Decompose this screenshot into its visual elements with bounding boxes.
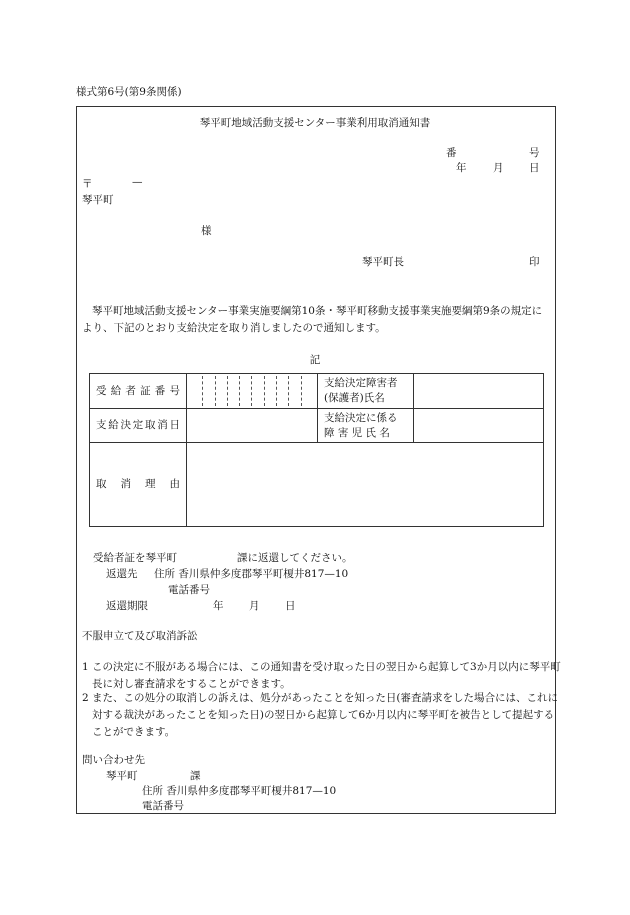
date-year: 年: [456, 162, 467, 174]
date-month: 月: [493, 162, 504, 174]
return-deadline-label: 返還期限: [106, 600, 148, 612]
number-suffix: 号: [529, 147, 540, 159]
appeal-heading: 不服申立て及び取消訴訟: [82, 630, 198, 642]
cancellation-reason-label: 取 消 理 由: [90, 443, 187, 527]
ki-label: 記: [309, 354, 321, 366]
postal-dash: —: [132, 176, 143, 188]
return-address-label: 返還先: [106, 568, 138, 580]
return-deadline-year: 年: [213, 600, 224, 612]
certificate-number-cells[interactable]: [187, 374, 318, 409]
seal-mark: 印: [529, 256, 540, 268]
date-day: 日: [529, 162, 540, 174]
cancellation-table: [89, 373, 544, 527]
contact-heading: 問い合わせ先: [82, 754, 145, 766]
body-text: 琴平町地域活動支援センター事業実施要綱第10条・琴平町移動支援事業実施要綱第9条の規定により、下記のとおり支給決定を取り消しましたので通知します。: [82, 305, 543, 334]
certificate-number-label: 受 給 者 証 番 号: [90, 374, 187, 409]
return-notice-line1-b: 課に返還してください。: [237, 552, 353, 564]
cancellation-reason-field[interactable]: [187, 443, 544, 527]
contact-town: 琴平町: [106, 770, 138, 782]
address-town: 琴平町: [82, 194, 114, 206]
return-deadline-month: 月: [249, 600, 260, 612]
return-address-value: 住所 香川県仲多度郡琴平町榎井817—10: [154, 568, 349, 580]
child-name-field[interactable]: [414, 409, 544, 443]
form-reference: 様式第6号(第9条関係): [76, 86, 182, 98]
beneficiary-name-label: 支給決定障害者 (保護者)氏名: [318, 374, 414, 409]
issuer-title: 琴平町長: [362, 256, 404, 268]
beneficiary-name-field[interactable]: [414, 374, 544, 409]
appeal-item-2: 2 また、この処分の取消しの訴えは、処分があったことを知った日(審査請求をした場合には、これに対する裁決があったことを知った日)の翌日から起算して6か月以内に琴平町を被告として提起することができます。: [82, 692, 559, 738]
contact-address: 住所 香川県仲多度郡琴平町榎井817—10: [142, 785, 337, 797]
recipient-honorific: 様: [201, 225, 212, 237]
return-deadline-day: 日: [285, 600, 296, 612]
contact-phone: 電話番号: [142, 800, 184, 812]
cancellation-date-field[interactable]: [187, 409, 318, 443]
postal-mark: 〒: [82, 178, 93, 190]
document-title: 琴平町地域活動支援センター事業利用取消通知書: [199, 117, 431, 129]
contact-department: 課: [190, 770, 201, 782]
cancellation-date-label: 支給決定取消日: [90, 409, 187, 443]
child-name-label: 支給決定に係る 障 害 児 氏 名: [318, 409, 414, 443]
return-notice-line1-a: 受給者証を琴平町: [93, 552, 177, 564]
return-phone-label: 電話番号: [168, 584, 210, 596]
number-label: 番: [446, 147, 457, 159]
appeal-item-1: 1 この決定に不服がある場合には、この通知書を受け取った日の翌日から起算して3か月以内に琴平町長に対し審査請求をすることができます。: [82, 661, 561, 690]
